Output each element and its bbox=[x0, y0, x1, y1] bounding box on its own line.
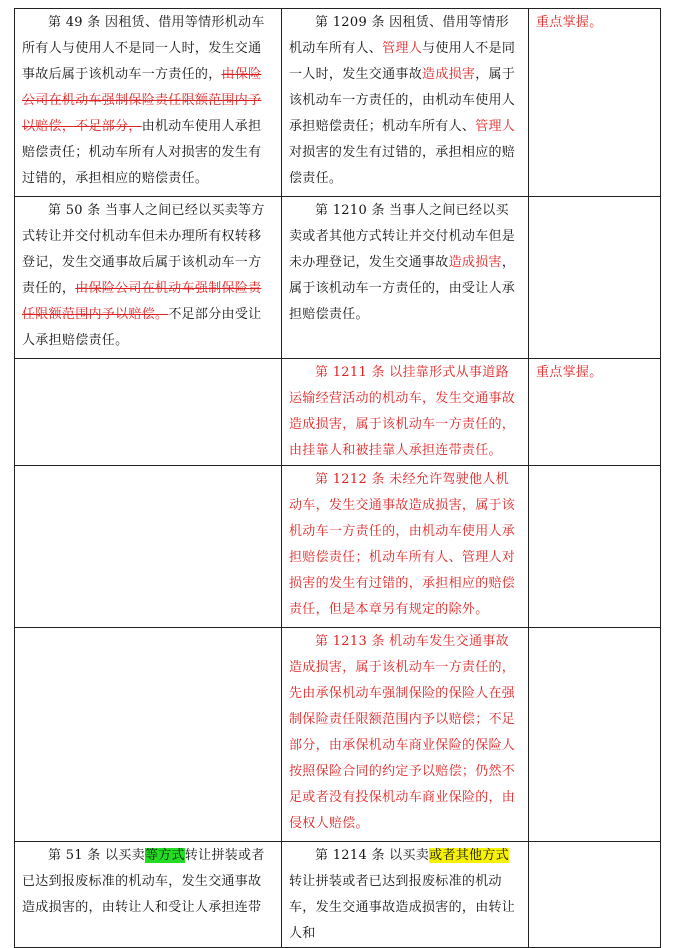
added-text: 管理人 bbox=[382, 41, 423, 56]
comparison-table bbox=[14, 8, 661, 948]
note-cell bbox=[529, 197, 661, 359]
note-cell: 重点掌握。 bbox=[529, 359, 661, 466]
note-cell: 重点掌握。 bbox=[529, 9, 661, 197]
added-text: 管理人 bbox=[475, 119, 516, 134]
civil-code-article-1214: 第 1214 条 以买卖或者其他方式转让拼装或者已达到报废标准的机动车，发生交通事故造成损害的，由转让人和 bbox=[282, 842, 529, 948]
old-law-article-51: 第 51 条 以买卖等方式转让拼装或者已达到报废标准的机动车，发生交通事故造成损害的，由转让人和受让人承担连带 bbox=[15, 842, 282, 948]
old-law-empty-cell bbox=[15, 466, 282, 628]
old-law-empty-cell bbox=[15, 628, 282, 842]
table-row bbox=[15, 9, 661, 197]
deleted-text: 由保险公司在机动车强制保险责任限额范围内予以赔偿，不足部分， bbox=[22, 67, 262, 134]
table-row bbox=[15, 628, 661, 842]
deleted-text: 由保险公司在机动车强制保险责任限额范围内予以赔偿。 bbox=[22, 281, 262, 322]
old-law-article-50: 第 50 条 当事人之间已经以买卖等方式转让并交付机动车但未办理所有权转移登记，发生交通事故后属于该机动车一方责任的，由保险公司在机动车强制保险责任限额范围内予以赔偿。不足部分由受让人承担赔偿责任。 bbox=[15, 197, 282, 359]
highlighted-text: 等方式 bbox=[144, 848, 185, 863]
note-cell bbox=[529, 628, 661, 842]
table-row bbox=[15, 359, 661, 466]
added-text: 造成损害 bbox=[422, 67, 476, 82]
civil-code-article-1211: 第 1211 条 以挂靠形式从事道路运输经营活动的机动车，发生交通事故造成损害，属于该机动车一方责任的，由挂靠人和被挂靠人承担连带责任。 bbox=[282, 359, 529, 466]
table-row bbox=[15, 466, 661, 628]
civil-code-article-1209: 第 1209 条 因租赁、借用等情形机动车所有人、管理人与使用人不是同一人时，发生交通事故造成损害，属于该机动车一方责任的，由机动车使用人承担赔偿责任；机动车所有人、管理人对损害的发生有过错的，承担相应的赔偿责任。 bbox=[282, 9, 529, 197]
highlighted-text: 或者其他方式 bbox=[429, 848, 509, 863]
old-law-article-49: 第 49 条 因租赁、借用等情形机动车所有人与使用人不是同一人时，发生交通事故后属于该机动车一方责任的，由保险公司在机动车强制保险责任限额范围内予以赔偿，不足部分，由机动车使用人承担赔偿责任；机动车所有人对损害的发生有过错的，承担相应的赔偿责任。 bbox=[15, 9, 282, 197]
table-row bbox=[15, 197, 661, 359]
note-cell bbox=[529, 466, 661, 628]
old-law-empty-cell bbox=[15, 359, 282, 466]
civil-code-article-1210: 第 1210 条 当事人之间已经以买卖或者其他方式转让并交付机动车但是未办理登记，发生交通事故造成损害，属于该机动车一方责任的，由受让人承担赔偿责任。 bbox=[282, 197, 529, 359]
civil-code-article-1213: 第 1213 条 机动车发生交通事故造成损害，属于该机动车一方责任的，先由承保机动车强制保险的保险人在强制保险责任限额范围内予以赔偿；不足部分，由承保机动车商业保险的保险人按照保险合同的约定予以赔偿；仍然不足或者没有投保机动车商业保险的，由侵权人赔偿。 bbox=[282, 628, 529, 842]
added-text: 造成损害 bbox=[448, 255, 502, 270]
civil-code-article-1212: 第 1212 条 未经允许驾驶他人机动车，发生交通事故造成损害，属于该机动车一方责任的，由机动车使用人承担赔偿责任；机动车所有人、管理人对损害的发生有过错的，承担相应的赔偿责任，但是本章另有规定的除外。 bbox=[282, 466, 529, 628]
